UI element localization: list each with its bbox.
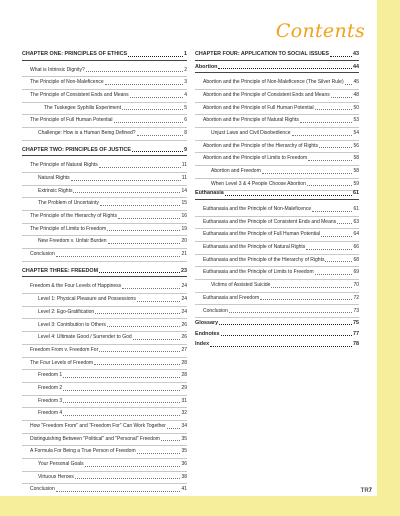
dot-leader [260,299,352,300]
toc-entry[interactable] [22,115,187,128]
toc-entry-label: What is Intrinsic Dignity? [30,66,85,73]
dot-leader [325,261,352,262]
toc-entry[interactable] [22,90,187,103]
toc-entry[interactable] [22,211,187,224]
dot-leader [122,288,180,289]
dot-leader [85,466,181,467]
toc-entry[interactable] [195,77,359,90]
toc-entry[interactable] [22,383,187,396]
toc-entry-label: Abortion and the Principle of Natural Rights [203,117,299,124]
toc-entry-label: Euthanasia [195,190,224,197]
toc-entry-label: Abortion and the Principle of Non-Maleficence (The Silver Rule) [203,79,344,86]
toc-page-number: 27 [181,346,187,353]
toc-entry[interactable] [22,396,187,409]
dot-leader [114,122,184,123]
toc-entry-label: The Tuskegee Syphilis Experiment [44,104,121,111]
dot-leader [319,147,352,148]
dot-leader [73,192,180,193]
toc-page-number: 36 [181,461,187,468]
toc-entry-label: When Level 3 & 4 People Choose Abortion [211,180,306,187]
dot-leader [308,160,352,161]
toc-page-number: 16 [181,213,187,220]
dot-leader [63,402,180,403]
toc-entry-label: The Principle of Natural Rights [30,162,98,169]
toc-page-number: 69 [353,269,359,276]
folio-prefix: TR [360,488,369,494]
dot-leader [315,109,353,110]
toc-page-number: 41 [181,486,187,493]
toc-entry-label: The Four Levels of Freedom [30,359,94,366]
toc-entry-label: Euthanasia and the Principle of Full Human Potential [203,231,321,238]
toc-entry[interactable] [195,305,359,318]
dot-leader [63,377,180,378]
toc-entry[interactable] [22,77,187,90]
toc-entry-label: Euthanasia and the Principle of Consistent Ends and Means [203,218,337,225]
toc-entry-label: Challenge: How is a Human Being Defined? [38,130,136,137]
toc-backmatter-entry[interactable] [195,318,359,329]
toc-page-number: 23 [181,267,187,274]
dot-leader [108,243,181,244]
toc-page-number: 77 [353,330,359,337]
toc-page-number: 56 [353,142,359,149]
toc-entry[interactable] [22,408,187,421]
toc-entry-label: CHAPTER TWO: PRINCIPLES OF JUSTICE [22,146,132,153]
toc-entry-label: Index [195,341,210,348]
dot-leader [225,195,352,196]
toc-entry[interactable] [195,141,359,154]
toc-chapter-heading[interactable] [195,52,359,61]
toc-page-number: 1 [184,51,187,57]
toc-page-number: 64 [353,231,359,238]
toc-page-number: 24 [181,283,187,290]
toc-entry-label: The Problem of Uncertainty [38,200,99,207]
toc-entry-label: Virtuous Heroes [38,473,74,480]
toc-entry-label: The Principle of the Hierarchy of Rights [30,213,117,220]
dot-leader [133,339,181,340]
toc-entry[interactable] [22,434,187,447]
toc-page-number: 24 [181,308,187,315]
toc-entry-label: New Freedom v. Unfair Burden [38,238,107,245]
dot-leader [99,272,180,273]
dot-leader [306,249,352,250]
toc-entry-label: The Principle of Full Human Potential [30,117,113,124]
dot-leader [315,274,353,275]
dot-leader [292,135,353,136]
toc-page-number: 21 [181,251,187,258]
toc-page-number: 24 [181,296,187,303]
toc-entry-label: Conclusion [30,486,55,493]
toc-page-number: 72 [353,294,359,301]
toc-entry-label: Level 3: Contribution to Others [38,321,106,328]
toc-entry-label: Natural Rights [38,175,70,182]
toc-entry-label: A Formula For Being a True Person of Freedom [30,448,136,455]
toc-entry[interactable] [22,294,187,307]
dot-leader [219,324,352,325]
dot-leader [130,97,184,98]
dot-leader [221,335,352,336]
dot-leader [331,97,353,98]
toc-entry[interactable] [195,267,359,280]
toc-page-number: 6 [184,117,187,124]
toc-entry-label: Freedom 4 [38,410,63,417]
toc-entry[interactable] [195,128,359,141]
toc-right-column [195,52,359,351]
toc-page-number: 29 [181,384,187,391]
toc-entry-label: The Principle of Non-Maleficence [30,79,104,86]
toc-entry[interactable] [22,281,187,294]
toc-backmatter-entry[interactable] [195,340,359,351]
toc-entry[interactable] [195,293,359,306]
toc-page-number: 28 [181,372,187,379]
toc-entry-label: Freedom 3 [38,397,63,404]
toc-page-number: 14 [181,187,187,194]
toc-entry[interactable] [22,472,187,485]
dot-leader [95,313,180,314]
toc-page-number: 70 [353,282,359,289]
toc-entry[interactable] [22,186,187,199]
toc-page-number: 38 [181,473,187,480]
toc-entry[interactable] [22,332,187,345]
toc-page-number: 28 [181,359,187,366]
toc-entry-label: CHAPTER THREE: FREEDOM [22,267,99,274]
toc-page-number: 59 [353,180,359,187]
toc-entry[interactable] [195,255,359,268]
toc-entry[interactable] [22,307,187,320]
toc-entry-label: Level 4: Ultimate Good / Surrender to God [38,334,132,341]
toc-entry[interactable] [22,198,187,211]
toc-page-number: 31 [181,397,187,404]
toc-entry[interactable] [22,249,187,262]
toc-entry[interactable] [195,166,359,179]
dot-leader [271,287,352,288]
toc-chapter-heading[interactable] [195,191,359,200]
toc-entry[interactable] [22,65,187,78]
toc-entry-label: CHAPTER FOUR: APPLICATION TO SOCIAL ISSUES [195,51,329,57]
toc-entry[interactable] [22,446,187,459]
toc-page-number: 48 [353,91,359,98]
dot-leader [99,167,181,168]
toc-entry[interactable] [195,153,359,166]
toc-page-number: 9 [184,146,187,153]
toc-page-number: 68 [353,256,359,263]
dot-leader [210,346,352,347]
toc-entry-label: Level 2: Ego-Gratification [38,308,95,315]
dot-leader [107,230,180,231]
dot-leader [337,223,352,224]
dot-leader [86,71,183,72]
toc-page-number: 75 [353,319,359,326]
toc-chapter-heading[interactable] [22,52,187,61]
toc-entry[interactable] [195,242,359,255]
dot-leader [63,390,180,391]
toc-entry[interactable] [195,280,359,293]
toc-page-number: 58 [353,155,359,162]
toc-entry-label: CHAPTER ONE: PRINCIPLES OF ETHICS [22,51,128,57]
toc-entry-label: How "Freedom From" and "Freedom For" Can Work Together [30,423,166,430]
toc-page-number: 35 [181,448,187,455]
toc-entry-label: The Principle of Limits to Freedom [30,225,107,232]
toc-page-number: 8 [184,130,187,137]
toc-page-number: 32 [181,410,187,417]
toc-page-number: 66 [353,244,359,251]
dot-leader [167,428,181,429]
toc-page-number: 5 [184,104,187,111]
toc-page-number: 44 [353,63,359,70]
toc-page-number: 3 [184,79,187,86]
toc-page-number: 61 [353,206,359,213]
dot-leader [94,364,180,365]
toc-entry-label: Euthanasia and Freedom [203,294,260,301]
toc-page-number: 78 [353,341,359,348]
toc-page-number: 54 [353,129,359,136]
toc-page-number: 4 [184,92,187,99]
toc-entry-label: Conclusion [30,251,55,258]
toc-entry-label: Unjust Laws and Civil Disobedience [211,129,291,136]
toc-entry[interactable] [195,115,359,128]
toc-page-number: 2 [184,66,187,73]
toc-entry-label: The Principle of Consistent Ends and Means [30,92,129,99]
toc-page-number: 61 [353,190,359,197]
dot-leader [122,109,183,110]
toc-left-column [22,52,187,496]
toc-entry-label: Distinguishing Between "Political" and "Personal" Freedom [30,435,160,442]
toc-entry-label: Glossary [195,319,219,326]
toc-entry-label: Freedom From v. Freedom For [30,346,99,353]
toc-entry-label: Victims of Assisted Suicide [211,282,271,289]
dot-leader [300,122,353,123]
dot-leader [330,56,352,57]
toc-entry-label: Freedom 1 [38,372,63,379]
toc-page-number: 34 [181,423,187,430]
toc-entry[interactable] [195,90,359,103]
folio-number: 7 [368,488,372,494]
toc-page-number: 26 [181,334,187,341]
toc-entry[interactable] [195,217,359,230]
toc-entry-label: Euthanasia and the Principle of Natural Rights [203,244,306,251]
toc-entry[interactable] [22,484,187,496]
toc-entry[interactable] [22,459,187,472]
dot-leader [99,351,180,352]
toc-entry-label: Freedom 2 [38,384,63,391]
toc-entry[interactable] [22,224,187,237]
dot-leader [105,84,184,85]
dot-leader [218,68,352,69]
toc-chapter-heading[interactable] [22,148,187,157]
page-title: Contents [275,20,365,42]
dot-leader [71,180,181,181]
toc-entry[interactable] [22,128,187,141]
toc-entry[interactable] [22,421,187,434]
toc-entry-label: Euthanasia and the Principle of Non-Maleficence [203,206,312,213]
toc-entry-label: Your Personal Goals [38,461,84,468]
toc-entry[interactable] [195,204,359,217]
toc-entry-label: Freedom & the Four Levels of Happiness [30,283,122,290]
toc-entry[interactable] [195,103,359,116]
toc-chapter-heading[interactable] [22,269,187,278]
toc-page-number: 26 [181,321,187,328]
dot-leader [63,415,180,416]
toc-entry[interactable] [22,236,187,249]
dot-leader [107,326,181,327]
dot-leader [161,440,180,441]
toc-chapter-heading[interactable] [195,65,359,74]
dot-leader [262,173,353,174]
toc-entry-label: Extrinsic Rights [38,187,73,194]
toc-backmatter-entry[interactable] [195,329,359,340]
toc-entry-label: Conclusion [203,307,228,314]
toc-page-number: 50 [353,104,359,111]
dot-leader [307,185,353,186]
toc-entry-label: Abortion [195,63,218,70]
toc-entry-label: Abortion and the Principle of the Hierarchy of Rights [203,142,319,149]
toc-entry[interactable] [22,345,187,358]
toc-entry-label: Abortion and the Principle of Consistent Ends and Means [203,91,330,98]
toc-entry[interactable] [22,358,187,371]
dot-leader [137,135,184,136]
toc-entry-label: Euthanasia and the Principle of Limits to Freedom [203,269,314,276]
toc-page-number: 45 [353,79,359,86]
dot-leader [345,84,353,85]
page-folio [361,488,372,494]
toc-entry-label: Abortion and Freedom [211,168,261,175]
toc-entry[interactable] [22,160,187,173]
toc-page-number: 43 [353,51,359,57]
toc-entry-label: Abortion and the Principle of Full Human Potential [203,104,314,111]
dot-leader [132,151,183,152]
toc-page-number: 73 [353,307,359,314]
dot-leader [229,312,353,313]
toc-entry-label: Endnotes [195,330,220,337]
toc-entry[interactable] [195,229,359,242]
toc-entry[interactable] [22,319,187,332]
dot-leader [75,478,181,479]
toc-entry-label: Abortion and the Principle of Limits to Freedom [203,155,308,162]
dot-leader [128,56,183,57]
toc-page-number: 53 [353,117,359,124]
toc-page-number: 35 [181,435,187,442]
dot-leader [56,491,181,492]
dot-leader [118,218,180,219]
toc-entry-label: Level 1: Physical Pleasure and Possessions [38,296,136,303]
dot-leader [137,301,181,302]
toc-entry-label: Euthanasia and the Principle of the Hierarchy of Rights [203,256,325,263]
toc-page-number: 63 [353,218,359,225]
toc-page-number: 58 [353,168,359,175]
toc-page-number: 19 [181,225,187,232]
toc-page-number: 11 [181,175,187,182]
dot-leader [56,256,181,257]
dot-leader [312,211,352,212]
dot-leader [100,205,181,206]
toc-entry[interactable] [22,173,187,186]
toc-page-number: 15 [181,200,187,207]
dot-leader [137,453,181,454]
toc-page-number: 20 [181,238,187,245]
dot-leader [321,236,352,237]
toc-page-number: 11 [181,162,187,169]
toc-entry[interactable] [22,370,187,383]
toc-entry[interactable] [22,103,187,116]
